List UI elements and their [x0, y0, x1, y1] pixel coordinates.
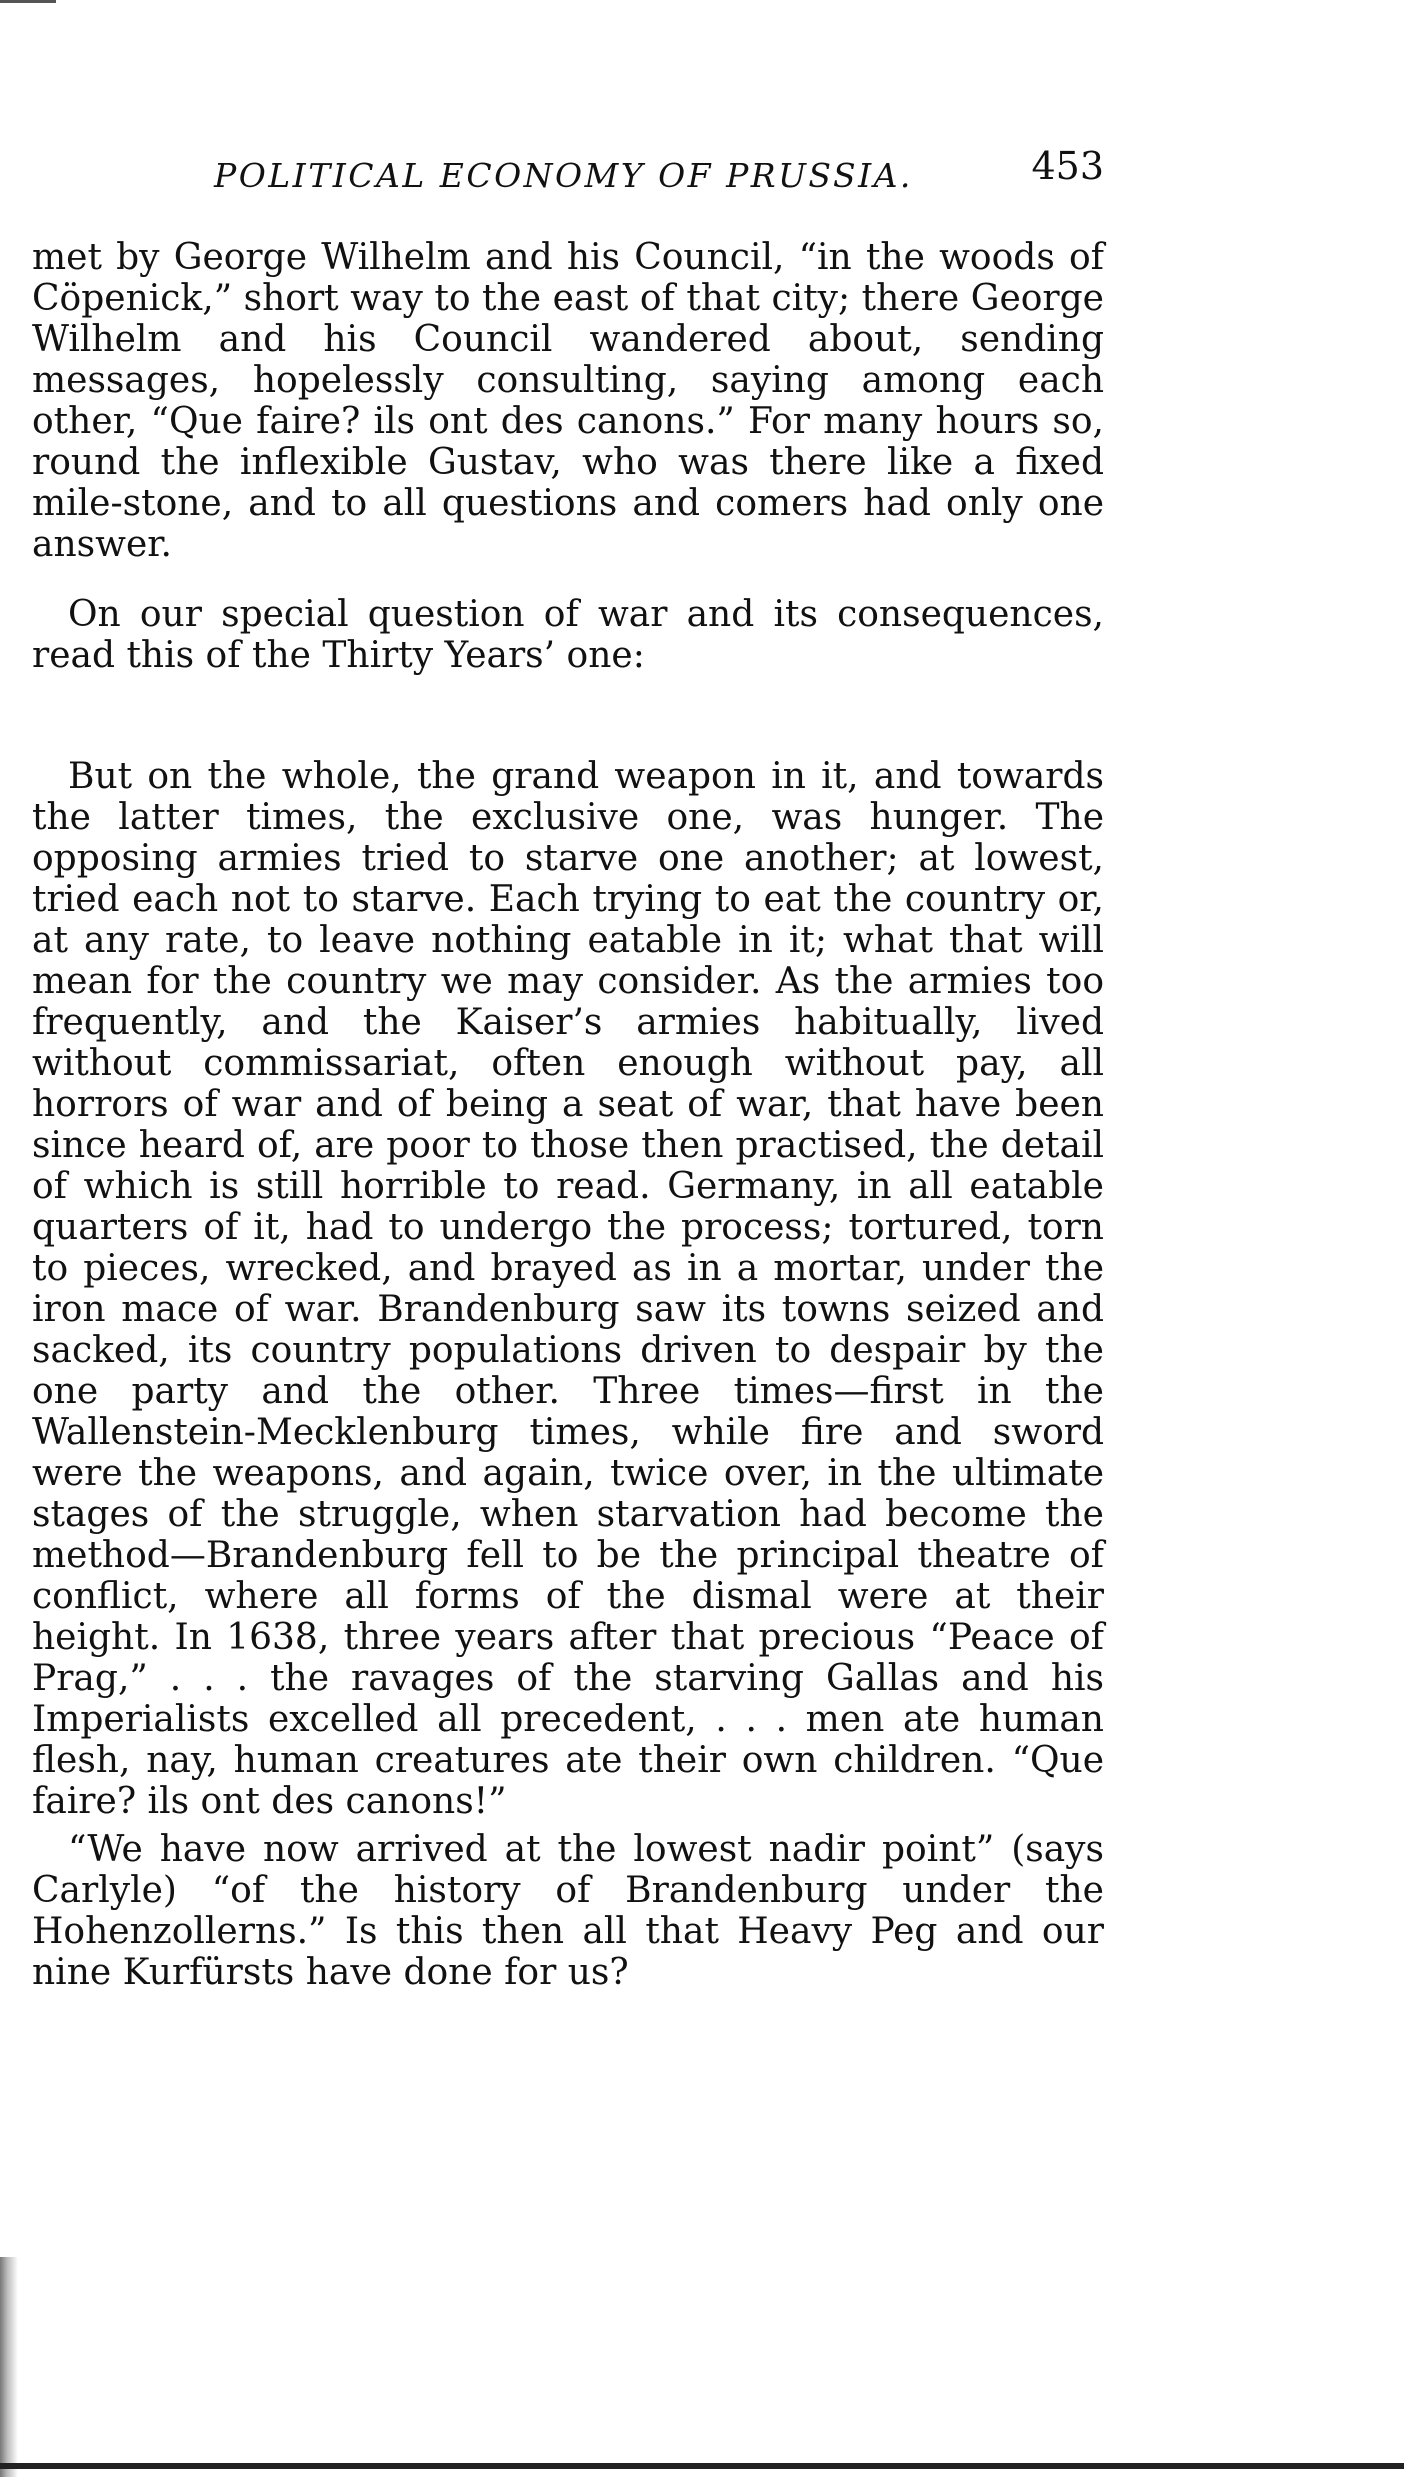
- running-title: POLITICAL ECONOMY OF PRUSSIA.: [214, 156, 913, 195]
- paragraph-continuation: met by George Wilhelm and his Council, “in the woods of Cöpenick,” short way to the east of that city; there George Wilhelm and his Council wandered about, sending messages, hopelessly consulting, saying among each other, “Que faire? ils ont des canons.” For many hours so, round the inflexible Gustav, who was there like a fixed mile-stone, and to all questions and comers had only one answer.: [32, 237, 1104, 565]
- scan-edge-bottom: [0, 2463, 1404, 2469]
- paragraph-intro: On our special question of war and its consequences, read this of the Thirty Years’ one:: [32, 594, 1104, 676]
- scan-edge-left: [0, 2257, 18, 2477]
- page-header: [32, 144, 1104, 200]
- scan-mark: [0, 0, 56, 3]
- page-number: 453: [1031, 144, 1104, 188]
- paragraph-closing: “We have now arrived at the lowest nadir point” (says Carlyle) “of the history of Brandenburg under the Hohenzollerns.” Is this then all that Heavy Peg and our nine Kurfürsts have done for us?: [32, 1829, 1104, 1993]
- block-quote: But on the whole, the grand weapon in it, and towards the latter times, the exclusive one, was hunger. The opposing armies tried to starve one another; at lowest, tried each not to starve. Each trying to eat the country or, at any rate, to leave nothing eatable in it; what that will mean for the country we may consider. As the armies too frequently, and the Kaiser’s armies habitually, lived without commissariat, often enough without pay, all horrors of war and of being a seat of war, that have been since heard of, are poor to those then practised, the detail of which is still horrible to read. Germany, in all eatable quarters of it, had to undergo the process; tortured, torn to pieces, wrecked, and brayed as in a mortar, under the iron mace of war. Brandenburg saw its towns seized and sacked, its country populations driven to despair by the one party and the other. Three times—first in the Wallenstein-Mecklenburg times, while fire and sword were the weapons, and again, twice over, in the ultimate stages of the struggle, when starvation had become the method—Brandenburg fell to be the principal theatre of conflict, where all forms of the dismal were at their height. In 1638, three years after that precious “Peace of Prag,” . . . the ravages of the starving Gallas and his Imperialists excelled all precedent, . . . men ate human flesh, nay, human creatures ate their own children. “Que faire? ils ont des canons!”: [32, 756, 1104, 1822]
